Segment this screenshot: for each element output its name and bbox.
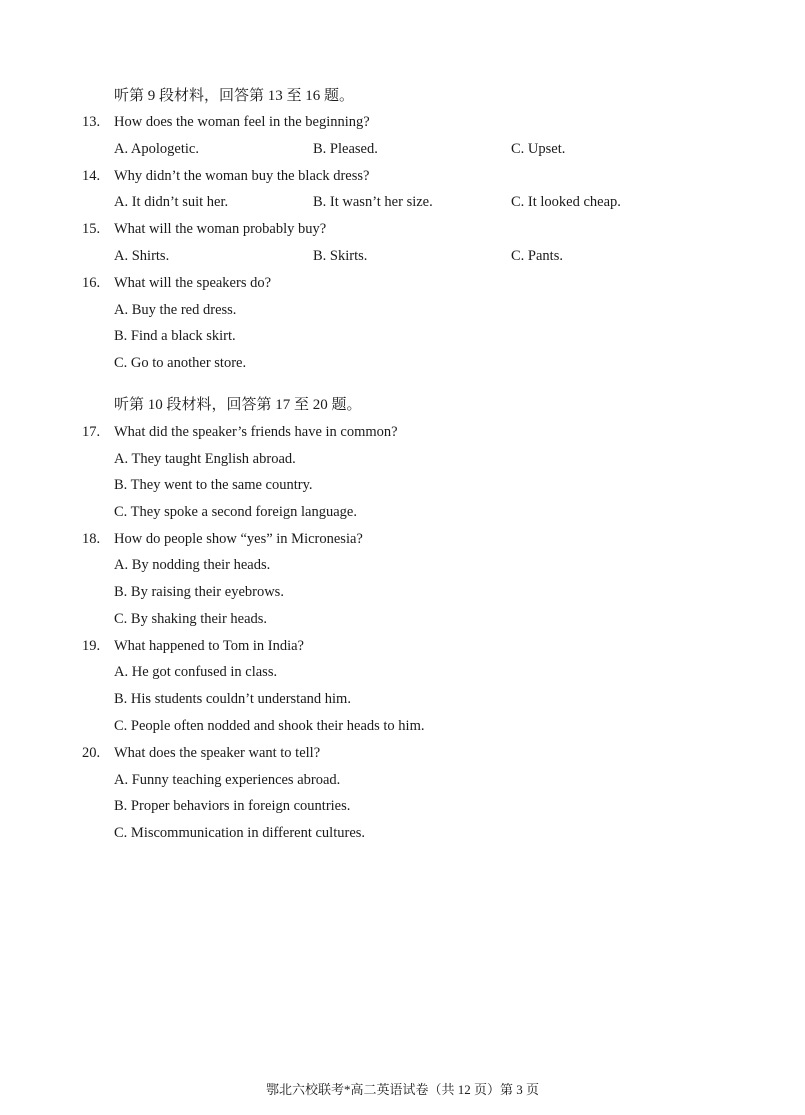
option-c: C. They spoke a second foreign language. [114,504,357,520]
question-14-options [0,192,805,212]
question-text: How does the woman feel in the beginning? [114,114,370,130]
question-20 [0,743,805,763]
question-17-option-a [0,449,805,469]
option-b: B. Find a black skirt. [114,328,236,344]
section-heading-9: 听第 9 段材料，回答第 13 至 16 题。 [114,88,355,104]
question-20-option-a [0,770,805,790]
question-18 [0,529,805,549]
page-footer: 鄂北六校联考*高二英语试卷（共 12 页）第 3 页 [265,1082,539,1097]
option-b: B. Skirts. [313,248,368,264]
option-c: C. People often nodded and shook their heads to him. [114,718,425,734]
question-17-option-c [0,502,805,522]
question-19 [0,636,805,656]
question-16-option-b [0,326,805,346]
question-13-options [0,139,805,159]
question-text: Why didn’t the woman buy the black dress? [114,168,370,184]
question-15-options [0,246,805,266]
option-c: C. Miscommunication in different cultures. [114,825,366,841]
option-b: B. Pleased. [313,141,378,157]
question-18-option-b [0,582,805,602]
option-a: A. It didn’t suit her. [114,194,229,210]
option-a: A. Buy the red dress. [114,302,237,318]
question-number: 19. [82,638,101,654]
question-number: 20. [82,745,101,761]
question-17 [0,422,805,442]
option-a: A. Funny teaching experiences abroad. [114,772,341,788]
option-a: A. They taught English abroad. [114,451,296,467]
question-16-option-c [0,353,805,373]
question-number: 13. [82,114,101,130]
question-number: 18. [82,531,101,547]
question-text: What will the speakers do? [114,275,272,291]
option-a: A. Apologetic. [114,141,199,157]
question-19-option-a [0,662,805,682]
option-c: C. It looked cheap. [511,194,621,210]
question-number: 16. [82,275,101,291]
option-a: A. He got confused in class. [114,664,278,680]
question-17-option-b [0,475,805,495]
option-a: A. By nodding their heads. [114,557,271,573]
question-number: 17. [82,424,101,440]
option-b: B. Proper behaviors in foreign countries. [114,798,351,814]
option-b: B. His students couldn’t understand him. [114,691,351,707]
question-text: How do people show “yes” in Micronesia? [114,531,363,547]
option-c: C. Upset. [511,141,566,157]
question-15 [0,219,805,239]
question-number: 14. [82,168,101,184]
option-c: C. By shaking their heads. [114,611,268,627]
question-number: 15. [82,221,101,237]
question-text: What will the woman probably buy? [114,221,327,237]
question-16 [0,273,805,293]
option-b: B. It wasn’t her size. [313,194,433,210]
option-c: C. Go to another store. [114,355,247,371]
question-18-option-a [0,555,805,575]
question-text: What happened to Tom in India? [114,638,304,654]
option-a: A. Shirts. [114,248,170,264]
question-16-option-a [0,300,805,320]
option-b: B. By raising their eyebrows. [114,584,284,600]
question-text: What did the speaker’s friends have in common? [114,424,398,440]
question-19-option-c [0,716,805,736]
question-19-option-b [0,689,805,709]
option-c: C. Pants. [511,248,563,264]
question-20-option-c [0,823,805,843]
question-13 [0,112,805,132]
question-text: What does the speaker want to tell? [114,745,321,761]
question-20-option-b [0,796,805,816]
question-18-option-c [0,609,805,629]
option-b: B. They went to the same country. [114,477,313,493]
section-heading-10: 听第 10 段材料，回答第 17 至 20 题。 [114,397,362,413]
question-14 [0,166,805,186]
